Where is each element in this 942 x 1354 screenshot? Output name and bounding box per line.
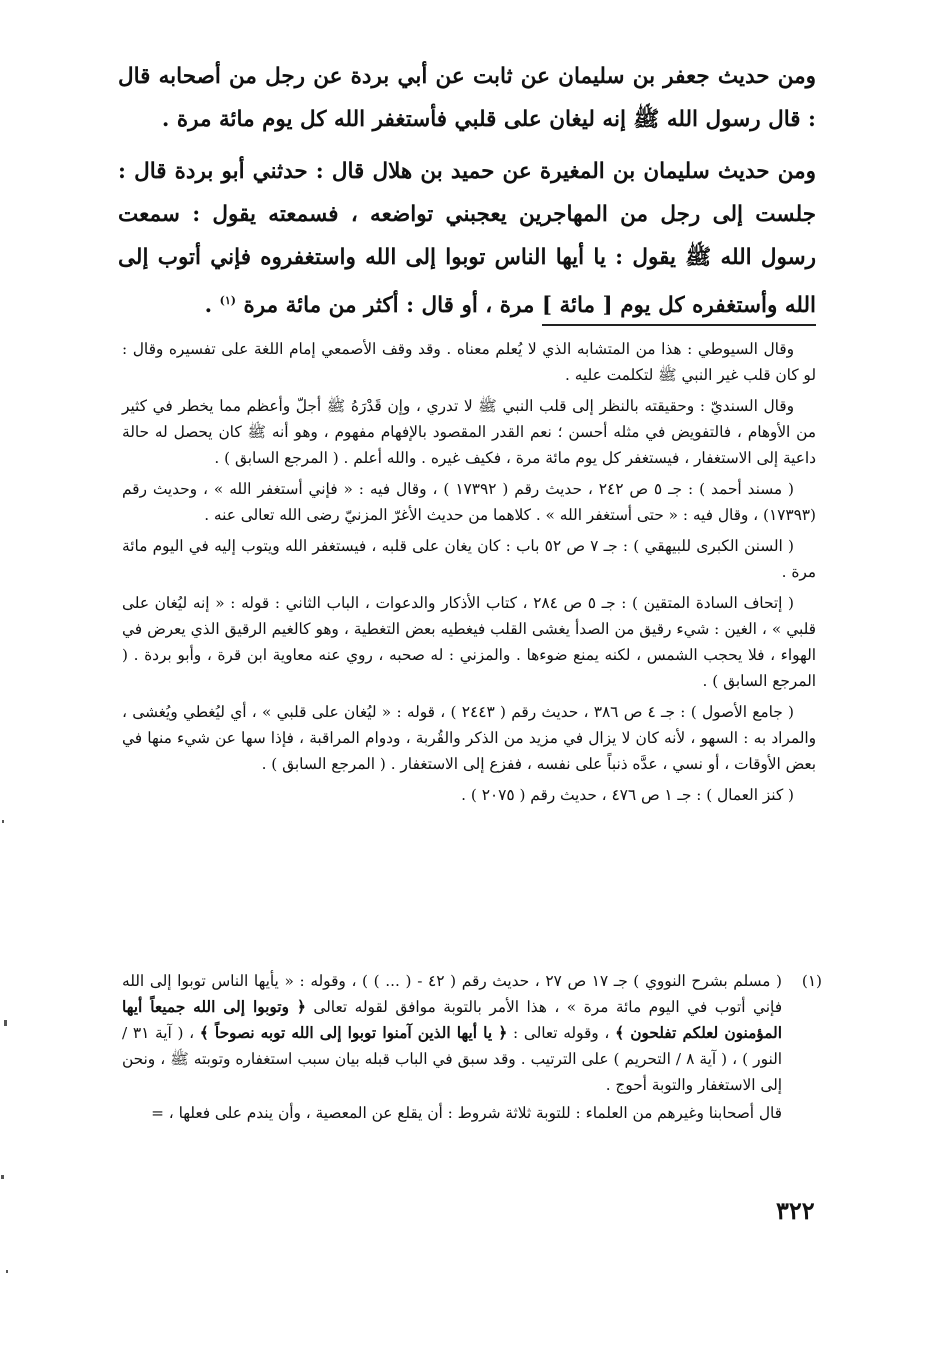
main-paragraph-1: ومن حديث جعفر بن سليمان عن ثابت عن أبي بردة عن رجل من أصحابه قال : قال رسول الله ﷺ إنه ليغان على قلبي فأستغفر الله كل يوم مائة مرة .: [118, 64, 816, 132]
footnote-separator: [542, 324, 816, 326]
scan-speck: [1, 1175, 4, 1179]
footnote: [122, 968, 822, 1126]
note-sindi: وقال السنديّ : وحقيقته بالنظر إلى قلب النبي ﷺ لا تدري ، وإن قَدْرَهُ ﷺ أجلّ وأعظم مما يخطر في كثير من الأوهام ، فالتفويض في مثله أحسن ؛ نعم القدر المقصود بالإفهام مفهوم ، وهو أنه ﷺ كان يحصل له حالة داعية إلى الاستغفار ، فيستغفر كل يوم مائة مرة ، فكيف غيره . والله أعلم . ( المرجع السابق ) .: [122, 397, 816, 467]
note-suyuti: وقال السيوطي : هذا من المتشابه الذي لا يُعلم معناه . وقد وقف الأصمعي إمام اللغة على تفسيره وقال : لو كان قلب غير النبي ﷺ لتكلمت عليه .: [122, 340, 816, 384]
footnote-continuation: قال أصحابنا وغيرهم من العلماء : للتوبة ثلاثة شروط : أن يقلع عن المعصية ، وأن يندم على فعلها ، =: [151, 1104, 782, 1122]
quran-verse-1: ﴿ وتوبوا إلى الله جميعاً أيها المؤمنون لعلكم تفلحون ﴾: [122, 998, 782, 1042]
footnote-number: (١): [801, 972, 822, 990]
note-jami-usul: ( جامع الأصول ) : جـ ٤ ص ٣٨٦ ، حديث رقم ( ٢٤٤٣ ) ، قوله : « ليُغان على قلبي » ، أي ليُغطي ويُغشى ، والمراد به : السهو ، لأنه كان لا يزال في مزيد من الذكر والقُربة ، ودوام المراقبة ، فإذا سها عن شيء منها في بعض الأوقات ، أو نسي ، عدَّه ذنباً على نفسه ، ففزع إلى الاستغفار . ( المرجع السابق ) .: [122, 703, 816, 773]
note-ithaf: ( إتحاف السادة المتقين ) : جـ ٥ ص ٢٨٤ ، كتاب الأذكار والدعوات ، الباب الثاني : قوله : « إنه ليُغان على قلبي » ، الغين : شيء رقيق من الصدأ يغشى القلب فيغطيه بعض التغطية ، وهو كالغيم الرقيق الذي يعرض في الهواء ، فلا يحجب الشمس ، لكنه يمنع ضوءها . والمزني : له صحبه ، روي عنه معاوية ابن قرة ، وأبو بردة . ( المرجع السابق ) .: [122, 594, 816, 690]
main-paragraph-2-text: ومن حديث سليمان بن المغيرة عن حميد بن هلال قال : حدثني أبو بردة قال : جلست إلى رجل من المهاجرين يعجبني تواضعه ، فسمعته يقول : سمعت رسول الله ﷺ يقول : يا أيها الناس توبوا إلى الله واستغفروه فإني أتوب إلى الله وأستغفره كل يوم [ مائة ] مرة ، أو قال : أكثر من مائة مرة: [118, 159, 816, 319]
main-paragraph-2-end: .: [204, 293, 220, 319]
note-kanz-ummal: ( كنز العمال ) : جـ ١ ص ٤٧٦ ، حديث رقم ( ٢٠٧٥ ) .: [461, 786, 794, 804]
scan-speck: [6, 1270, 8, 1273]
scan-speck: [4, 1020, 7, 1026]
footnote-text-c: ، ( آية ٣١ / النور ) ، ( آية ٨ / التحريم ) على الترتيب . وقد سبق في الباب قبله بيان سبب استغفاره وتوبته ﷺ ، ونحن إلى الاستغفار والتوبة أحوج .: [122, 1024, 782, 1094]
note-musnad-ahmad: ( مسند أحمد ) : جـ ٥ ص ٢٤٢ ، حديث رقم ( ١٧٣٩٢ ) ، وقال فيه : « فإني أستغفر الله » ، وحديث رقم (١٧٣٩٣) ، وقال فيه : « حتى أستغفر الله » . كلاهما من حديث الأغرّ المزنيّ رضى الله تعالى عنه .: [122, 480, 816, 524]
note-sunan-bayhaqi: ( السنن الكبرى للبيهقي ) : جـ ٧ ص ٥٢ باب : كان يغان على قلبه ، فيستغفر الله ويتوب إليه في اليوم مائة مرة .: [122, 537, 816, 581]
footnote-body: [122, 968, 782, 1126]
main-paragraph-2: [118, 150, 816, 327]
footnote-text-a: ( مسلم بشرح النووي ) جـ ١٧ ص ٢٧ ، حديث رقم ( ٤٢ - ( ... ) ) ، وقوله : « يأيها الناس توبوا إلى الله فإني أتوب في اليوم مائة مرة » ، هذا الأمر بالتوبة موافق لقوله تعالى: [122, 972, 783, 1016]
quran-verse-2: ﴿ يا أيها الذين آمنوا توبوا إلى الله توبه نصوحاً ﴾: [199, 1024, 508, 1042]
footnote-reference[interactable]: (١): [219, 294, 236, 307]
footnote-text-b: ، وقوله تعالى :: [507, 1024, 616, 1042]
main-text: [118, 55, 816, 336]
scan-speck: [2, 820, 4, 823]
page-number: ٣٢٢: [776, 1196, 815, 1225]
footnote-paragraph: [122, 968, 782, 1098]
notes-section: [122, 336, 816, 813]
